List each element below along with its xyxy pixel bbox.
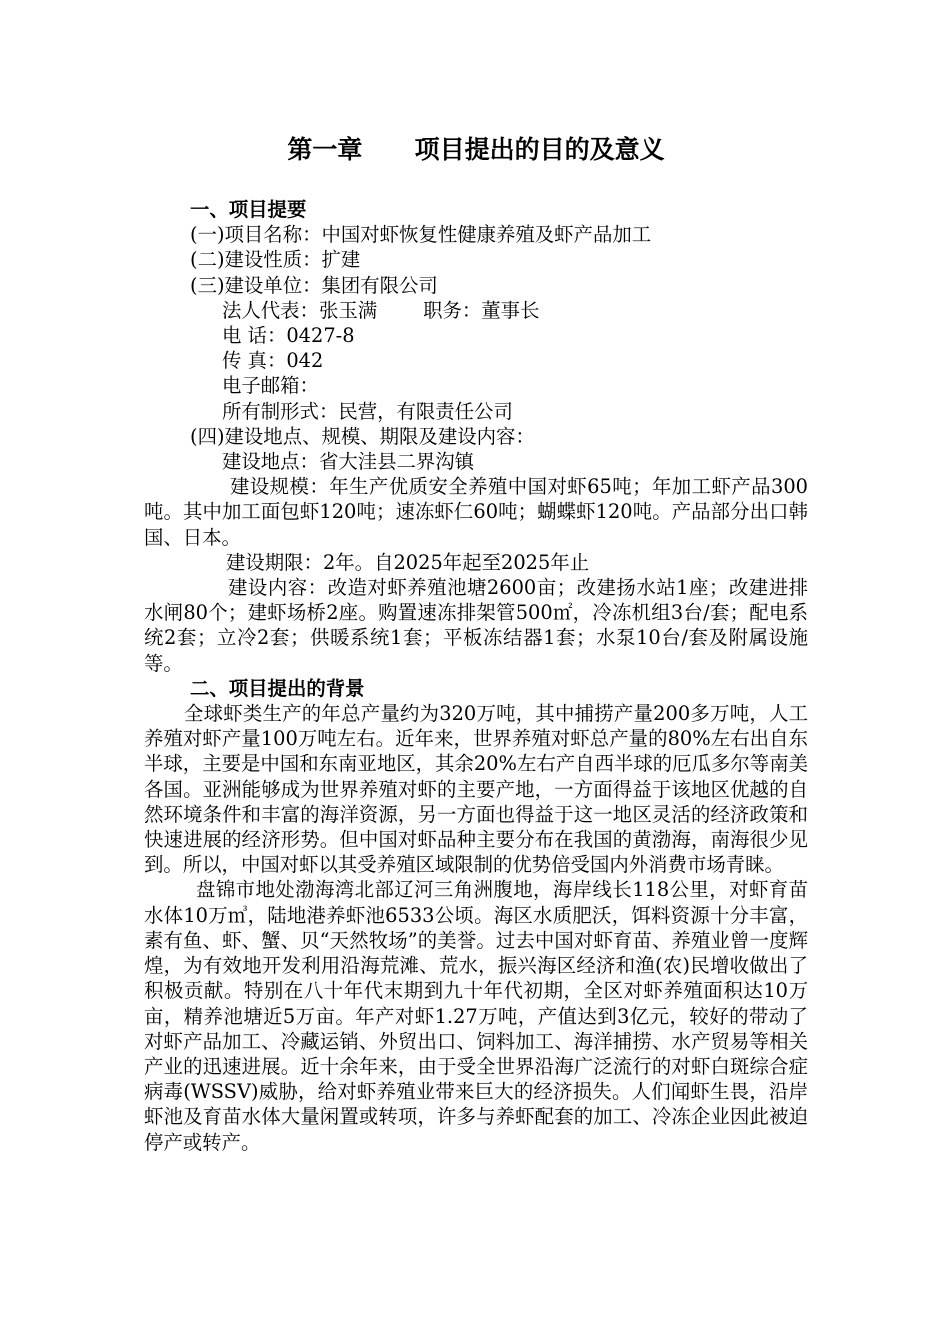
content-paragraph: 建设内容：改造对虾养殖池塘2600亩；改建扬水站1座；改建进排水闸80个；建虾场桥2座。购置速冻排架管500㎡，冷冻机组3台/套；配电系统2套；立冷2套；供暖系统1套；平板冻结器1套；水泵10台/套及附属设施等。 xyxy=(144,576,808,675)
document-body xyxy=(144,197,808,1155)
location-heading-line: (四)建设地点、规模、期限及建设内容： xyxy=(190,424,535,448)
phone-line: 电 话：0427-8 xyxy=(222,324,355,348)
construction-unit-line: (三)建设单位：集团有限公司 xyxy=(190,273,438,297)
project-name-line: (一)项目名称：中国对虾恢复性健康养殖及虾产品加工 xyxy=(190,223,652,247)
construction-nature-line: (二)建设性质：扩建 xyxy=(190,248,361,272)
email-line: 电子邮箱： xyxy=(222,374,319,398)
section-heading-background: 二、项目提出的背景 xyxy=(190,676,365,700)
scale-paragraph: 建设规模：年生产优质安全养殖中国对虾65吨；年加工虾产品300吨。其中加工面包虾120吨；速冻虾仁60吨；蝴蝶虾120吨。产品部分出口韩国、日本。 xyxy=(144,475,808,549)
period-line: 建设期限：2年。自2025年起至2025年止 xyxy=(226,550,590,574)
fax-line: 传 真：042 xyxy=(222,349,324,373)
legal-rep-line xyxy=(144,298,808,323)
background-paragraph-1: 全球虾类生产的年总产量约为320万吨，其中捕捞产量200多万吨，人工养殖对虾产量100万吨左右。近年来，世界养殖对虾总产量的80%左右出自东半球，主要是中国和东南亚地区，其余20%左右产自西半球的厄瓜多尔等南美各国。亚洲能够成为世界养殖对虾的主要产地，一方面得益于该地区优越的自然环境条件和丰富的海洋资源，另一方面也得益于这一地区灵活的经济政策和快速进展的经济形势。但中国对虾品种主要分布在我国的黄渤海，南海很少见到。所以，中国对虾以其受养殖区域限制的优势倍受国内外消费市场青睐。 xyxy=(144,702,808,877)
chapter-title: 第一章 项目提出的目的及意义 xyxy=(287,135,665,164)
section-heading-summary: 一、项目提要 xyxy=(190,198,307,221)
ownership-line: 所有制形式：民营，有限责任公司 xyxy=(222,399,513,423)
background-paragraph-2: 盘锦市地处渤海湾北部辽河三角洲腹地，海岸线长118公里，对虾育苗水体10万㎥，陆地港养虾池6533公顷。海区水质肥沃，饵料资源十分丰富，素有鱼、虾、蟹、贝“天然牧场”的美誉。过去中国对虾育苗、养殖业曾一度辉煌，为有效地开发利用沿海荒滩、荒水，振兴海区经济和渔(农)民增收做出了积极贡献。特别在八十年代末期到九十年代初期，全区对虾养殖面积达10万亩，精养池塘近5万亩。年产对虾1.27万吨，产值达到3亿元，较好的带动了对虾产品加工、冷藏运销、外贸出口、饲料加工、海洋捕捞、水产贸易等相关产业的迅速进展。近十余年来，由于受全世界沿海广泛流行的对虾白斑综合症病毒(WSSV)威胁，给对虾养殖业带来巨大的经济损失。人们闻虾生畏，沿岸虾池及育苗水体大量闲置或转项，许多与养虾配套的加工、冷冻企业因此被迫停产或转产。 xyxy=(144,878,808,1154)
legal-rep-text: 法人代表：张玉满 xyxy=(222,298,378,322)
location-line: 建设地点：省大洼县二界沟镇 xyxy=(222,450,475,474)
position-text: 职务：董事长 xyxy=(423,298,540,322)
